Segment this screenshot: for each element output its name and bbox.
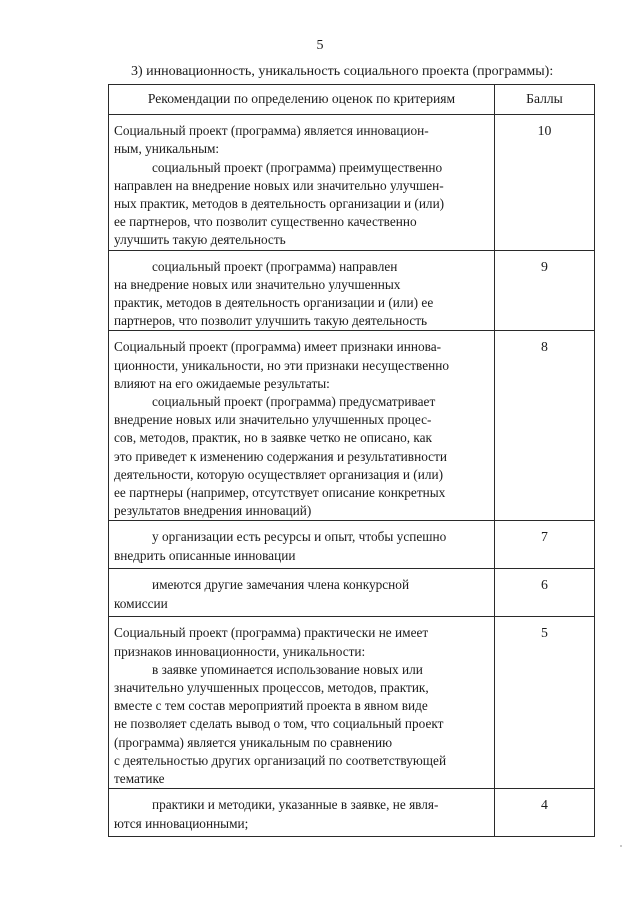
- criteria-line: сов, методов, практик, но в заявке четко не описано, как: [114, 430, 432, 446]
- criteria-line: практики и методики, указанные в заявке, не явля-: [152, 797, 439, 813]
- criteria-line: имеются другие замечания члена конкурсной: [152, 577, 410, 593]
- criteria-line: не позволяет сделать вывод о том, что социальный проект: [114, 716, 444, 732]
- score-cell: 5: [495, 617, 595, 789]
- criteria-line: комиссии: [114, 595, 168, 611]
- criteria-cell: [109, 331, 495, 521]
- criteria-cell: [109, 115, 495, 250]
- criteria-column-header: Рекомендации по определению оценок по критериям: [109, 85, 495, 115]
- table-row: [109, 569, 595, 617]
- criteria-line: внедрить описанные инновации: [114, 547, 296, 563]
- score-cell: 10: [495, 115, 595, 250]
- table-row: [109, 789, 595, 837]
- criteria-line: ее партнеров, что позволит существенно качественно: [114, 214, 417, 230]
- table-row: [109, 521, 595, 569]
- criteria-line: это приведет к изменению содержания и результативности: [114, 448, 447, 464]
- criteria-line: (программа) является уникальным по сравнению: [114, 734, 393, 750]
- page-number: 5: [316, 38, 324, 53]
- criteria-line: значительно улучшенных процессов, методов, практик,: [114, 680, 429, 696]
- criteria-line: вместе с тем состав мероприятий проекта в явном виде: [114, 698, 428, 714]
- criteria-line: Социальный проект (программа) имеет признаки иннова-: [114, 339, 442, 355]
- table-row: [109, 115, 595, 250]
- criteria-line: деятельности, которую осуществляет организация и (или): [114, 466, 443, 482]
- criteria-line: на внедрение новых или значительно улучшенных: [114, 276, 401, 292]
- score-cell: 4: [495, 789, 595, 837]
- criteria-line: социальный проект (программа) направлен: [152, 258, 398, 274]
- criteria-cell: [109, 250, 495, 331]
- table-header-row: [109, 85, 595, 115]
- criteria-line: в заявке упоминается использование новых или: [152, 661, 423, 677]
- criteria-line: ются инновационными;: [114, 815, 249, 831]
- criteria-line: признаков инновационности, уникальности:: [114, 643, 366, 659]
- criteria-line: у организации есть ресурсы и опыт, чтобы успешно: [152, 529, 447, 545]
- criteria-line: ее партнеры (например, отсутствует описание конкретных: [114, 485, 446, 501]
- criteria-cell: [109, 569, 495, 617]
- criteria-line: практик, методов в деятельность организации и (или) ее: [114, 295, 434, 311]
- score-cell: 9: [495, 250, 595, 331]
- table-row: [109, 250, 595, 331]
- score-cell: 7: [495, 521, 595, 569]
- criteria-line: ным, уникальным:: [114, 141, 220, 157]
- score-cell: 6: [495, 569, 595, 617]
- criteria-cell: [109, 617, 495, 789]
- criteria-line: тематике: [114, 771, 165, 787]
- criteria-table: [108, 84, 595, 837]
- table-row: [109, 331, 595, 521]
- score-cell: 8: [495, 331, 595, 521]
- criteria-line: ных практик, методов в деятельность организации и (или): [114, 196, 445, 212]
- criteria-line: социальный проект (программа) предусматривает: [152, 394, 436, 410]
- criteria-line: влияют на его ожидаемые результаты:: [114, 375, 330, 391]
- criteria-cell: [109, 789, 495, 837]
- scan-speck: [620, 845, 622, 847]
- criteria-line: Социальный проект (программа) является инновацион-: [114, 123, 429, 139]
- criteria-line: социальный проект (программа) преимущественно: [152, 159, 443, 175]
- criteria-line: партнеров, что позволит улучшить такую деятельность: [114, 313, 428, 329]
- score-column-header: Баллы: [495, 85, 595, 115]
- criteria-line: ционности, уникальности, но эти признаки несущественно: [114, 357, 449, 373]
- criteria-cell: [109, 521, 495, 569]
- criteria-line: Социальный проект (программа) практически не имеет: [114, 625, 429, 641]
- criteria-line: результатов внедрения инноваций): [114, 503, 312, 519]
- criteria-line: улучшить такую деятельность: [114, 232, 286, 248]
- criteria-line: внедрение новых или значительно улучшенных процес-: [114, 412, 432, 428]
- criteria-line: с деятельностью других организаций по соответствующей: [114, 752, 447, 768]
- criteria-line: направлен на внедрение новых или значительно улучшен-: [114, 177, 444, 193]
- table-row: [109, 617, 595, 789]
- section-heading: 3) инновационность, уникальность социального проекта (программы):: [131, 64, 554, 79]
